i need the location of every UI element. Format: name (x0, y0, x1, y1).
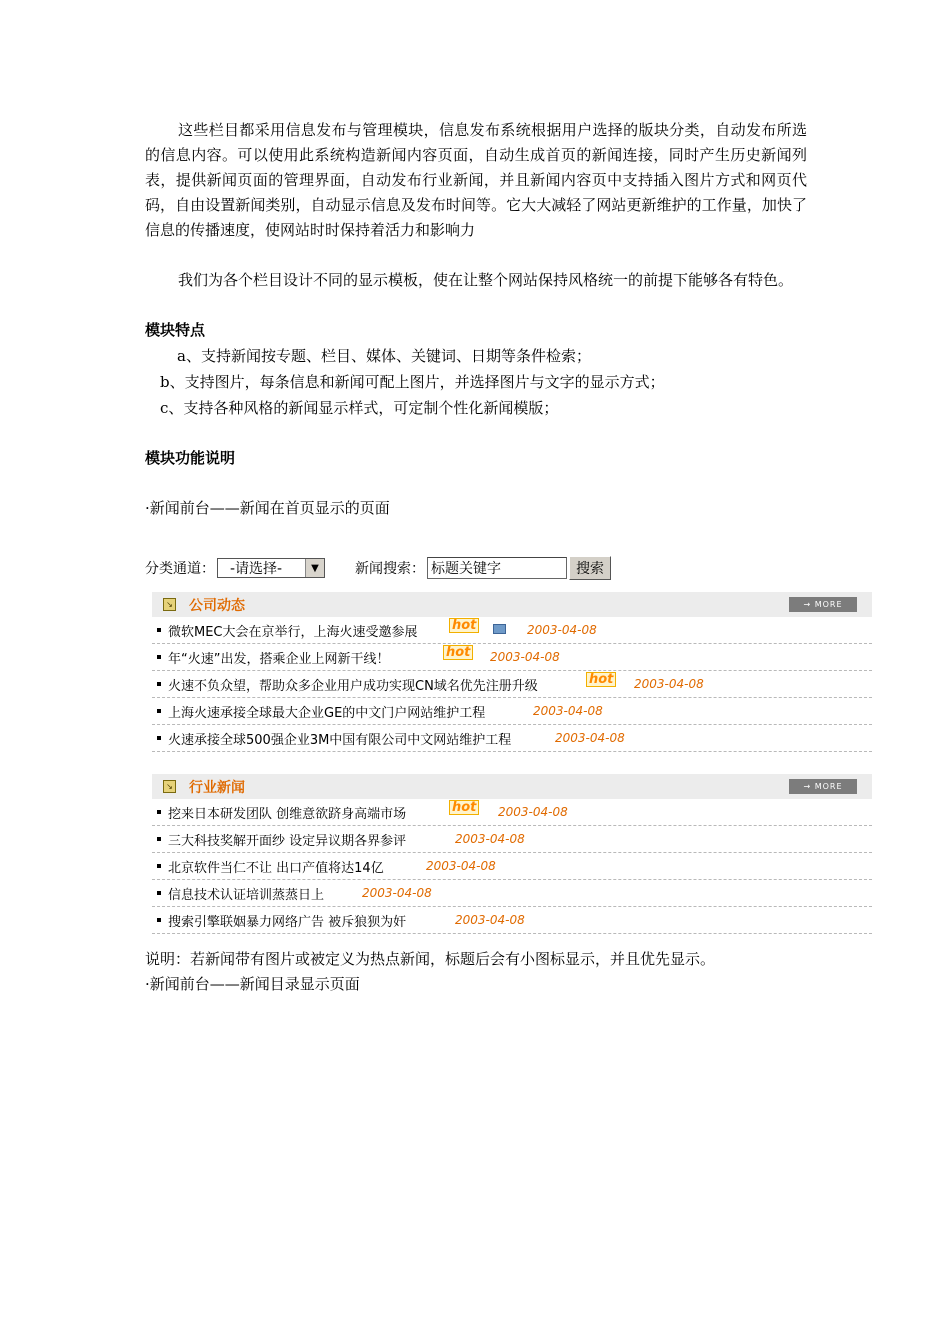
news-widget-screenshot (145, 553, 872, 934)
news-row[interactable] (152, 617, 872, 644)
box-title: 行业新闻 (189, 779, 245, 796)
news-title[interactable]: 火速不负众望，帮助众多企业用户成功实现CN域名优先注册升级 (168, 678, 538, 694)
news-title[interactable]: 上海火速承接全球最大企业GE的中文门户网站维护工程 (168, 705, 486, 721)
template-paragraph: 我们为各个栏目设计不同的显示模板，使在让整个网站保持风格统一的前提下能够各有特色。 (178, 271, 794, 289)
document-body (145, 118, 807, 521)
hot-badge-icon: hot (449, 618, 479, 633)
keyword-input[interactable] (427, 557, 567, 579)
news-row[interactable] (152, 799, 872, 826)
news-title[interactable]: 搜索引擎联姻暴力网络广告 被斥狼狈为奸 (168, 914, 407, 930)
box-header (152, 592, 872, 617)
news-date: 2003-04-08 (490, 650, 560, 664)
bullet-icon (157, 628, 161, 632)
news-row[interactable] (152, 826, 872, 853)
arrow-box-icon: ↘ (163, 598, 176, 611)
bullet-icon (157, 864, 161, 868)
arrow-box-icon: ↘ (163, 780, 176, 793)
news-row[interactable] (152, 698, 872, 725)
function-heading: 模块功能说明 (145, 449, 236, 467)
news-title[interactable]: 微软MEC大会在京举行，上海火速受邀参展 (168, 624, 418, 640)
caption-directory: ·新闻前台——新闻目录显示页面 (145, 975, 360, 993)
news-date: 2003-04-08 (362, 886, 432, 900)
bullet-icon (157, 655, 161, 659)
feature-item-c: c、支持各种风格的新闻显示样式，可定制个性化新闻模版； (160, 399, 559, 417)
box-header (152, 774, 872, 799)
bullet-icon (157, 918, 161, 922)
news-date: 2003-04-08 (426, 859, 496, 873)
box-title: 公司动态 (189, 597, 245, 614)
picture-icon (493, 624, 506, 634)
intro-paragraph: 这些栏目都采用信息发布与管理模块，信息发布系统根据用户选择的版块分类，自动发布所选的信息内容。可以使用此系统构造新闻内容页面，自动生成首页的新闻连接，同时产生历史新闻列表，提供新闻页面的管理界面，自动发布行业新闻，并且新闻内容页中支持插入图片方式和网页代码，自由设置新闻类别，自动显示信息及发布时间等。它大大减轻了网站更新维护的工作量，加快了信息的传播速度，使网站时时保持着活力和影响力 (145, 121, 807, 239)
hot-badge-icon: hot (586, 672, 616, 687)
channel-select-value: -请选择- (230, 561, 283, 577)
news-date: 2003-04-08 (498, 805, 568, 819)
news-row[interactable] (152, 880, 872, 907)
features-heading: 模块特点 (145, 321, 206, 339)
news-box-industry (152, 774, 872, 934)
bullet-icon (157, 837, 161, 841)
news-date: 2003-04-08 (555, 731, 625, 745)
channel-select[interactable] (217, 558, 325, 578)
news-row[interactable] (152, 644, 872, 671)
news-row[interactable] (152, 671, 872, 698)
news-date: 2003-04-08 (634, 677, 704, 691)
bullet-icon (157, 736, 161, 740)
dropdown-arrow-icon[interactable]: ▼ (305, 559, 324, 577)
news-box-company (152, 592, 872, 752)
news-title[interactable]: 年“火速”出发，搭乘企业上网新干线！ (168, 651, 390, 667)
news-title[interactable]: 火速承接全球500强企业3M中国有限公司中文网站维护工程 (168, 732, 512, 748)
bullet-icon (157, 810, 161, 814)
bullet-icon (157, 891, 161, 895)
news-title[interactable]: 三大科技奖解开面纱 设定异议期各界参评 (168, 833, 407, 849)
news-row[interactable] (152, 907, 872, 934)
bullet-icon (157, 709, 161, 713)
news-title[interactable]: 北京软件当仁不让 出口产值将达14亿 (168, 860, 384, 876)
caption-homepage: ·新闻前台——新闻在首页显示的页面 (145, 499, 390, 517)
news-row[interactable] (152, 853, 872, 880)
news-date: 2003-04-08 (533, 704, 603, 718)
news-title[interactable]: 信息技术认证培训蒸蒸日上 (168, 887, 325, 903)
hot-badge-icon: hot (449, 800, 479, 815)
hot-badge-icon: hot (443, 645, 473, 660)
more-button[interactable]: → MORE (789, 779, 857, 794)
channel-label: 分类通道： (145, 561, 215, 577)
search-bar (145, 553, 872, 583)
news-date: 2003-04-08 (527, 623, 597, 637)
note-text: 说明：若新闻带有图片或被定义为热点新闻，标题后会有小图标显示，并且优先显示。 (145, 950, 716, 968)
notes-section (145, 947, 825, 997)
news-row[interactable] (152, 725, 872, 752)
keyword-label: 新闻搜索： (355, 561, 425, 577)
feature-item-b: b、支持图片，每条信息和新闻可配上图片，并选择图片与文字的显示方式； (160, 373, 665, 391)
bullet-icon (157, 682, 161, 686)
search-button[interactable]: 搜索 (569, 556, 611, 580)
news-date: 2003-04-08 (455, 832, 525, 846)
news-title[interactable]: 挖来日本研发团队 创维意欲跻身高端市场 (168, 806, 407, 822)
feature-item-a: a、支持新闻按专题、栏目、媒体、关键词、日期等条件检索； (177, 347, 591, 365)
news-date: 2003-04-08 (455, 913, 525, 927)
more-button[interactable]: → MORE (789, 597, 857, 612)
